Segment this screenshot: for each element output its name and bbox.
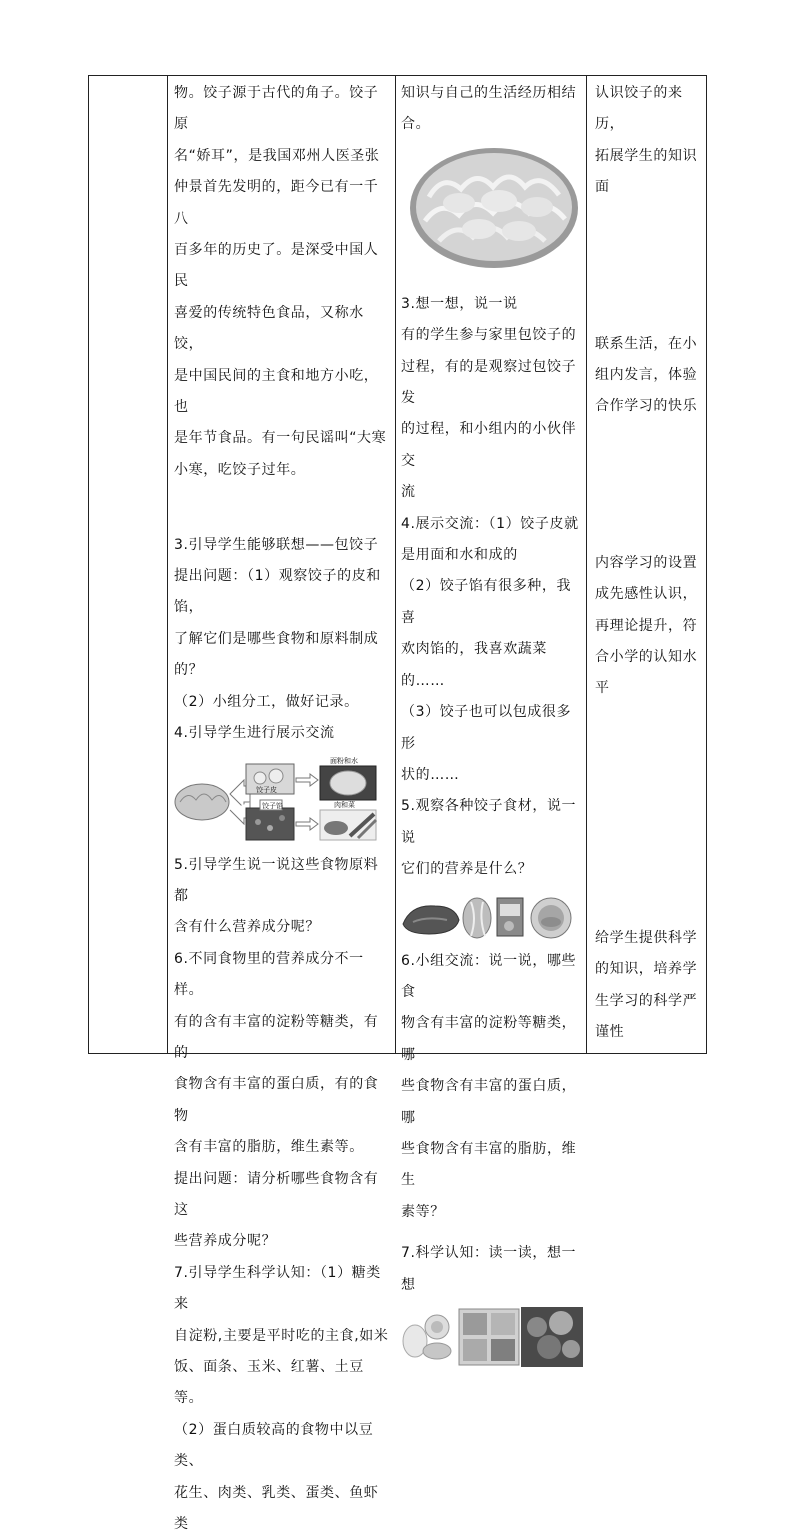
flow-label-filling: 饺子馅 <box>262 801 283 810</box>
food-groups-photo-row <box>401 1305 583 1369</box>
dumpling-history-text: 物。饺子源于古代的角子。饺子原 名“娇耳”，是我国邓州人医圣张 仲景首先发明的，距今已有一千八 百多年的历史了。是深受中国人民 喜爱的传统特色食品，又称水饺， 是中国民间的主食和地方小吃，也 是年节食品。有一句民谣叫“大寒 小寒，吃饺子过年。 <box>174 85 387 478</box>
intent-life-text: 联系生活，在小 组内发言，体验 合作学习的快乐 <box>595 335 698 415</box>
intent-origin-text: 认识饺子的来历， 拓展学生的知识 面 <box>595 85 698 196</box>
student-discussion-text: 3.想一想，说一说 有的学生参与家里包饺子的 过程，有的是观察过包饺子发 的过程，和小组内的小伙伴交 流 4.展示交流：（1）饺子皮就 是用面和水和成的 （2）饺子馅有很多种，我喜 欢肉馅的，我喜欢蔬菜的…… （3）饺子也可以包成很多形 状的…… 5.观察各种饺子食材，说一说 它们的营养是什么？ <box>401 295 579 878</box>
student-connect-text: 知识与自己的生活经历相结 合。 <box>401 85 577 133</box>
nutrition-guide-text: 5.引导学生说一说这些食物原料都 含有什么营养成分呢？ 6.不同食物里的营养成分不一样。 有的含有丰富的淀粉等糖类，有的 食物含有丰富的蛋白质，有的食物 含有丰富的脂肪，维生素等。 提出问题：请分析哪些食物含有这 些营养成分呢？ 7.引导学生科学认知：（1）糖类来 自淀粉,主要是平时吃的主食,如米 饭、面条、玉米、红薯、土豆等。 （2）蛋白质较高的食物中以豆类、 花生、肉类、乳类、蛋类、鱼虾类 <box>174 856 389 1533</box>
flow-label-wrapper: 饺子皮 <box>256 785 277 794</box>
intent-science-text: 给学生提供科学 的知识，培养学 生学习的科学严 谨性 <box>595 929 698 1041</box>
design-intent-column <box>587 76 707 1053</box>
teacher-activity-column <box>168 76 395 1533</box>
group-exchange-text: 6.小组交流：说一说，哪些食 物含有丰富的淀粉等糖类，哪 些食物含有丰富的蛋白质，哪 些食物含有丰富的脂肪，维生 素等？ <box>401 952 577 1220</box>
lesson-table <box>88 75 707 1533</box>
intent-cognition-text: 内容学习的设置 成先感性认识， 再理论提升，符 合小学的认知水 平 <box>595 554 698 697</box>
science-read-text: 7.科学认知：读一读，想一想 <box>401 1245 577 1293</box>
flow-label-flour-water: 面粉和水 <box>330 756 358 765</box>
flow-label-meat-veg: 肉和菜 <box>334 800 355 809</box>
guide-question-text: 3.引导学生能够联想——包饺子 提出问题：（1）观察饺子的皮和馅， 了解它们是哪些食物和原料制成 的？ （2）小组分工，做好记录。 4.引导学生进行展示交流 <box>174 536 381 742</box>
dumpling-ingredients-flow-image <box>174 756 388 844</box>
dumpling-plate-image <box>409 145 579 271</box>
student-activity-column <box>396 76 586 1293</box>
ingredients-photo-row <box>401 894 583 940</box>
